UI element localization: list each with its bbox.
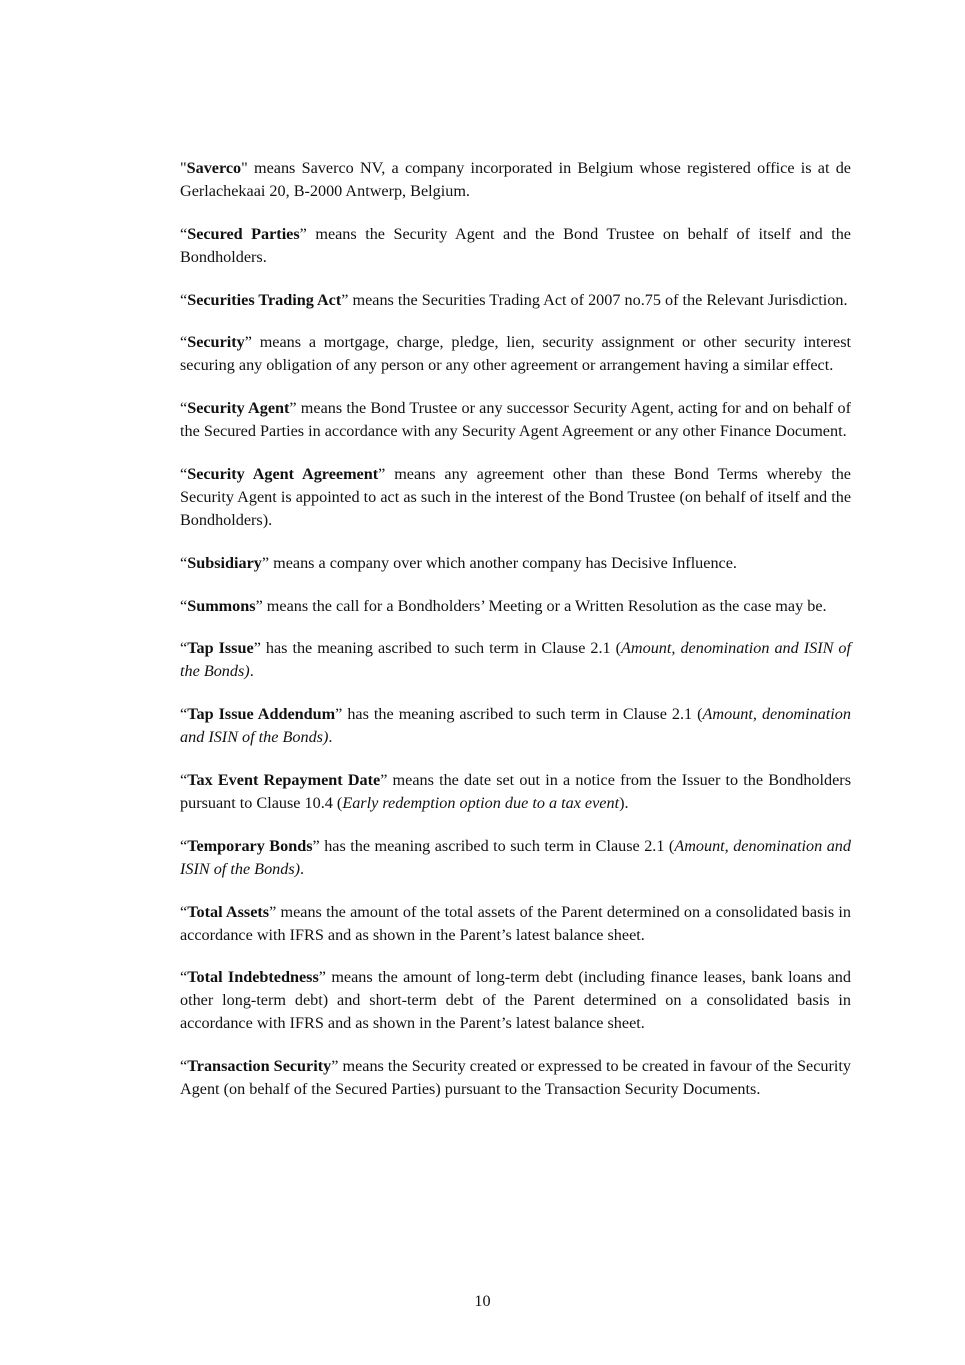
definition-summons (180, 595, 851, 618)
open-quote: “ (180, 639, 188, 658)
close-quote: ” (380, 770, 388, 789)
open-quote: “ (180, 224, 188, 243)
definition-temporary-bonds (180, 835, 851, 881)
close-quote: ” (335, 705, 343, 724)
definition-text: has the meaning ascribed to such term in Clause 2.1 ( (260, 639, 622, 658)
close-quote: ” (341, 290, 349, 309)
open-quote: “ (180, 705, 188, 724)
definition-tap-issue (180, 637, 851, 683)
definition-text: means any agreement other than these Bond Terms whereby the Security Agent is appointed to act as such in the interest of the Bond Trustee (on behalf of itself and the Bondholders). (180, 464, 851, 529)
defined-term: Summons (187, 596, 256, 615)
definition-text: means the Security Agent and the Bond Trustee on behalf of itself and the Bondholders. (180, 224, 851, 266)
definition-transaction-security (180, 1055, 851, 1101)
definition-tail: . (300, 859, 305, 878)
defined-term: Security (187, 333, 245, 352)
definition-text: means the call for a Bondholders’ Meeting or a Written Resolution as the case may be. (262, 596, 827, 615)
definition-saverco (180, 157, 851, 203)
definition-tail: ). (619, 793, 629, 812)
open-quote: “ (180, 399, 188, 418)
definition-text: means a company over which another company has Decisive Influence. (269, 553, 737, 572)
definition-text: means Saverco NV, a company incorporated in Belgium whose registered office is at de Gerlachekaai 20, B-2000 Antwerp, Belgium. (180, 159, 851, 200)
document-page (180, 157, 851, 1121)
definition-total-assets (180, 901, 851, 947)
close-quote: ” (261, 553, 270, 572)
defined-term: Security Agent (187, 399, 290, 418)
definition-text: means the amount of the total assets of the Parent determined on a consolidated basis in accordance with IFRS and as shown in the Parent’s latest balance sheet. (180, 902, 852, 944)
defined-term: Secured Parties (187, 224, 300, 243)
definition-subsidiary (180, 552, 851, 575)
close-quote: ” (244, 333, 252, 352)
definition-text: means the date set out in a notice from the Issuer to the Bondholders pursuant to Clause 10.4 ( (180, 770, 851, 812)
close-quote: ” (253, 639, 261, 658)
close-quote: ” (299, 224, 307, 243)
definition-tap-issue-addendum (180, 703, 851, 749)
clause-reference: Amount, denomination and ISIN of the Bonds) (180, 705, 851, 747)
close-quote: ” (269, 902, 277, 921)
definition-tax-event-repayment-date (180, 769, 851, 815)
open-quote: “ (180, 596, 188, 615)
clause-reference: Amount, denomination and ISIN of the Bonds) (180, 836, 851, 878)
clause-reference: Amount, denomination and ISIN of the Bonds) (180, 639, 851, 681)
definition-securities-trading-act (180, 289, 851, 312)
open-quote: “ (180, 464, 188, 483)
close-quote: ” (312, 836, 320, 855)
close-quote: ” (331, 1057, 339, 1076)
clause-reference: Early redemption option due to a tax event (342, 793, 620, 812)
page-number: 10 (474, 1292, 491, 1310)
defined-term: Saverco (186, 159, 242, 177)
definition-tail: . (249, 662, 254, 681)
definition-tail: . (328, 728, 333, 747)
open-quote: “ (180, 770, 188, 789)
defined-term: Tax Event Repayment Date (187, 770, 381, 789)
open-quote: " (180, 159, 187, 177)
definition-security-agent-agreement (180, 463, 851, 532)
definition-text: has the meaning ascribed to such term in Clause 2.1 ( (342, 705, 703, 724)
defined-term: Subsidiary (187, 553, 262, 572)
defined-term: Security Agent Agreement (187, 464, 379, 483)
definition-secured-parties (180, 223, 851, 269)
open-quote: “ (180, 836, 188, 855)
close-quote: ” (255, 596, 263, 615)
definition-text: means the Bond Trustee or any successor Security Agent, acting for and on behalf of the Secured Parties in accordance with any Security Agent Agreement or any other Finance Document. (180, 399, 851, 441)
open-quote: “ (180, 1057, 188, 1076)
definition-text: means a mortgage, charge, pledge, lien, security assignment or other security interest securing any obligation of any person or any other agreement or arrangement having a similar effect. (180, 333, 851, 375)
definition-text: means the Securities Trading Act of 2007 no.75 of the Relevant Jurisdiction. (348, 290, 848, 309)
defined-term: Tap Issue Addendum (187, 705, 336, 724)
definition-text: means the Security created or expressed to be created in favour of the Security Agent (on behalf of the Secured Parties) pursuant to the Transaction Security Documents. (180, 1057, 851, 1099)
defined-term: Transaction Security (187, 1057, 332, 1076)
definition-total-indebtedness (180, 966, 851, 1035)
close-quote: ” (318, 968, 326, 987)
definition-text: has the meaning ascribed to such term in Clause 2.1 ( (319, 836, 675, 855)
open-quote: “ (180, 968, 188, 987)
definition-security (180, 331, 851, 377)
defined-term: Temporary Bonds (187, 836, 313, 855)
close-quote: ” (289, 399, 297, 418)
open-quote: “ (180, 333, 188, 352)
definition-text: means the amount of long-term debt (including finance leases, bank loans and other long-term debt) and short-term debt of the Parent determined on a consolidated basis in accordance with IFRS and as shown in the Parent’s latest balance sheet. (180, 968, 851, 1033)
open-quote: “ (180, 553, 188, 572)
close-quote: ” (378, 464, 386, 483)
defined-term: Total Indebtedness (187, 968, 319, 987)
defined-term: Total Assets (187, 902, 270, 921)
defined-term: Securities Trading Act (187, 290, 342, 309)
close-quote: " (241, 159, 248, 177)
open-quote: “ (180, 290, 188, 309)
open-quote: “ (180, 902, 188, 921)
defined-term: Tap Issue (187, 639, 254, 658)
definition-security-agent (180, 397, 851, 443)
